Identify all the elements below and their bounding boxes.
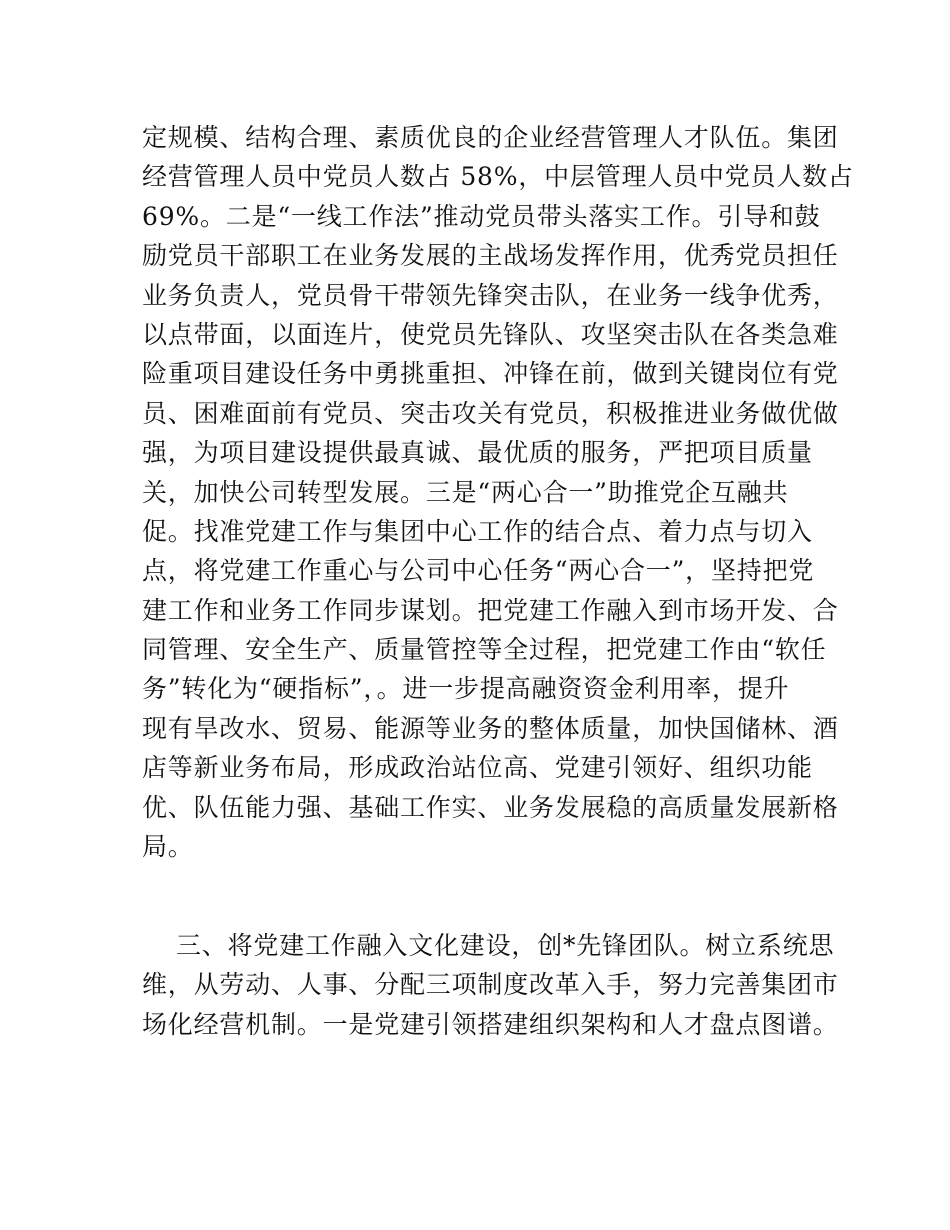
- text-line: 建工作和业务工作同步谋划。把党建工作融入到市场开发、合: [142, 595, 839, 625]
- text-line: 局。: [142, 832, 194, 862]
- text-line: 促。找准党建工作与集团中心工作的结合点、着力点与切入: [142, 516, 813, 546]
- text-line: 员、困难面前有党员、突击攻关有党员，积极推进业务做优做: [142, 398, 839, 428]
- text-line: 场化经营机制。一是党建引领搭建组织架构和人才盘点图谱。: [142, 1009, 839, 1039]
- text-line: 定规模、结构合理、素质优良的企业经营管理人才队伍。集团: [142, 123, 839, 152]
- text-line: 强，为项目建设提供最真诚、最优质的服务，严把项目质量: [142, 438, 813, 468]
- text-line: 务”转化为“硬指标”，。进一步提高融资资金利用率，提升: [142, 674, 790, 704]
- text-line: 现有旱改水、贸易、能源等业务的整体质量，加快国储林、酒: [142, 713, 839, 743]
- text-line: 店等新业务布局，形成政治站位高、党建引领好、组织功能: [142, 753, 813, 783]
- text-line: 以点带面，以面连片，使党员先锋队、攻坚突击队在各类急难: [142, 319, 839, 349]
- text-line: 险重项目建设任务中勇挑重担、冲锋在前，做到关键岗位有党: [142, 359, 839, 389]
- text-line: 经营管理人员中党员人数占 58%，中层管理人员中党员人数占: [142, 162, 854, 192]
- text-line: 励党员干部职工在业务发展的主战场发挥作用，优秀党员担任: [142, 241, 839, 271]
- text-line: 优、队伍能力强、基础工作实、业务发展稳的高质量发展新格: [142, 792, 839, 822]
- paragraph-2: [142, 926, 839, 1044]
- text-line: 同管理、安全生产、质量管控等全过程，把党建工作由“软任: [142, 635, 827, 665]
- text-line: 三、将党建工作融入文化建设，创*先锋团队。树立系统思: [176, 931, 835, 960]
- paragraph-1: [142, 118, 854, 866]
- text-line: 点，将党建工作重心与公司中心任务“两心合一”，坚持把党: [142, 556, 815, 586]
- text-line: 维，从劳动、人事、分配三项制度改革入手，努力完善集团市: [142, 970, 839, 1000]
- text-line: 69%。二是“一线工作法”推动党员带头落实工作。引导和鼓: [142, 201, 821, 231]
- text-line: 业务负责人，党员骨干带领先锋突击队，在业务一线争优秀，: [142, 280, 839, 310]
- text-line: 关，加快公司转型发展。三是“两心合一”助推党企互融共: [142, 477, 789, 507]
